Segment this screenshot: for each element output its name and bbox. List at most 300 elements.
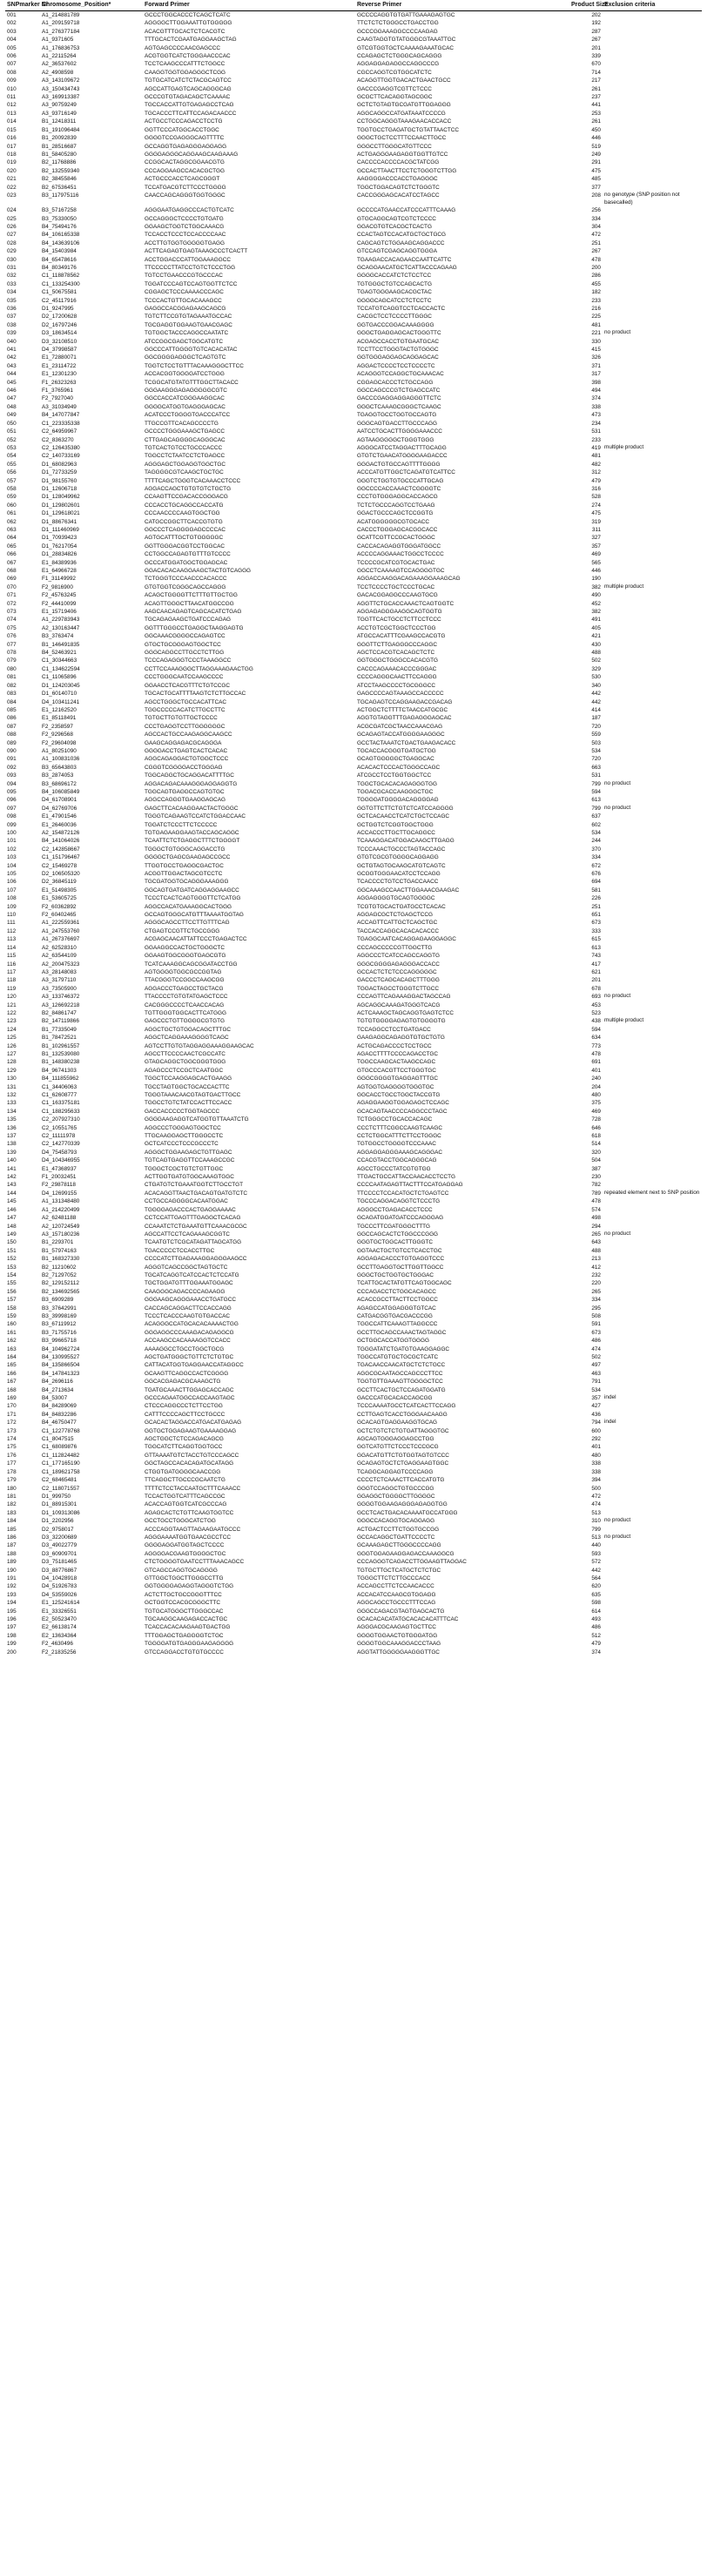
table-row	[5, 952, 702, 960]
cell-exclusion-criteria	[603, 591, 702, 599]
table-row	[5, 1288, 702, 1296]
cell-product-size: 519	[591, 143, 601, 150]
cell-exclusion-criteria	[603, 632, 702, 640]
cell-snp-nr: 110	[7, 912, 17, 919]
cell-chromosome-position: B4_84832286	[42, 1411, 77, 1418]
cell-product-size: 523	[591, 1009, 601, 1016]
cell-exclusion-criteria	[603, 11, 702, 20]
cell-exclusion-criteria	[603, 1108, 702, 1116]
cell-exclusion-criteria	[603, 28, 702, 36]
cell-chromosome-position: B2_67536451	[42, 184, 77, 191]
table-row	[5, 403, 702, 411]
cell-reverse-primer: GCTGGCACCATGGTGGGG	[357, 1338, 429, 1345]
cell-chromosome-position: D1_88676341	[42, 518, 77, 525]
cell-product-size: 398	[591, 379, 601, 386]
cell-product-size: 267	[591, 248, 601, 255]
cell-reverse-primer: TGGTGTTGAAAGTTGGGGCTCC	[357, 1379, 443, 1386]
table-row	[5, 1238, 702, 1246]
cell-exclusion-criteria: no product	[604, 1533, 631, 1540]
cell-forward-primer: CAAGGGCAGACCCCAGAAGG	[145, 1288, 226, 1295]
cell-snp-nr: 133	[7, 1100, 17, 1107]
cell-product-size: 574	[591, 1206, 601, 1213]
cell-reverse-primer: ACACCGCCTTACTTCCTGGCC	[357, 1297, 438, 1304]
cell-reverse-primer: AGGTTCTGCACCAAACTCAGTGGTC	[357, 600, 455, 607]
cell-snp-nr: 155	[7, 1280, 17, 1287]
table-row	[5, 1312, 702, 1320]
cell-product-size: 643	[591, 1239, 601, 1246]
cell-reverse-primer: GGGGTGGAACTGTGGGATGG	[357, 1632, 438, 1639]
cell-forward-primer: GGCCACCATCGGGAAGGCAC	[145, 395, 225, 402]
table-row	[5, 288, 702, 296]
cell-forward-primer: GGCCCTCAGGGGAGCCCCAC	[145, 526, 226, 533]
cell-snp-nr: 083	[7, 691, 17, 698]
table-row	[5, 1231, 702, 1238]
cell-exclusion-criteria	[603, 1370, 702, 1378]
cell-exclusion-criteria	[603, 36, 702, 44]
cell-product-size: 673	[591, 1329, 601, 1336]
cell-chromosome-position: D3_18634514	[42, 330, 77, 337]
cell-chromosome-position: B4_53007	[42, 1395, 68, 1402]
cell-exclusion-criteria	[603, 1575, 702, 1582]
cell-reverse-primer: CCCAGACCTCTGGCACAGCC	[357, 1288, 436, 1295]
cell-exclusion-criteria: multiple product	[604, 1017, 644, 1024]
cell-exclusion-criteria	[603, 321, 702, 329]
cell-exclusion-criteria	[603, 1099, 702, 1107]
cell-exclusion-criteria	[603, 151, 702, 158]
cell-chromosome-position: E1_125241614	[42, 1600, 80, 1607]
cell-reverse-primer: GGGGCAGCATCCTCTCCTC	[357, 297, 432, 304]
cell-snp-nr: 198	[7, 1632, 17, 1639]
cell-product-size: 615	[591, 936, 601, 943]
cell-exclusion-criteria	[603, 477, 702, 485]
table-row	[5, 362, 702, 370]
cell-reverse-primer: GGTGACCCGGACAAAGGGG	[357, 321, 434, 328]
cell-chromosome-position: A3_31797110	[42, 977, 77, 984]
table-row	[5, 1649, 702, 1656]
table-row	[5, 44, 702, 52]
cell-forward-primer: GGGGTCCGAGGGCAGTTTTC	[145, 135, 225, 142]
cell-chromosome-position: D3_75181465	[42, 1559, 77, 1566]
cell-reverse-primer: TGGTGCCTGAGATGCTGTATTAACTCC	[357, 126, 460, 133]
cell-snp-nr: 096	[7, 797, 17, 804]
cell-exclusion-criteria	[603, 837, 702, 845]
cell-forward-primer: AGGCTCAGGAAAGGGGTCAGC	[145, 1035, 229, 1042]
table-row	[5, 118, 702, 125]
cell-forward-primer: ACACAGGTTAACTGACAGTGATGTCTC	[145, 1190, 247, 1197]
cell-reverse-primer: TGAGTGGGAAGCACGCTAC	[357, 289, 432, 296]
cell-exclusion-criteria	[603, 665, 702, 673]
cell-product-size: 728	[591, 1116, 601, 1123]
cell-chromosome-position: B3_39998169	[42, 1312, 77, 1319]
table-row	[5, 126, 702, 134]
cell-exclusion-criteria	[603, 764, 702, 772]
cell-product-size: 261	[591, 118, 601, 125]
table-row	[5, 1149, 702, 1157]
cell-snp-nr: 172	[7, 1419, 17, 1426]
cell-snp-nr: 025	[7, 215, 17, 222]
table-row	[5, 829, 702, 837]
cell-exclusion-criteria	[603, 1271, 702, 1279]
cell-exclusion-criteria	[603, 77, 702, 84]
cell-snp-nr: 132	[7, 1092, 17, 1098]
cell-forward-primer: TCCATGACGTCTTCCCTGGGG	[145, 184, 226, 191]
cell-reverse-primer: GGCACCTGCCTGGCTACCGTG	[357, 1092, 441, 1098]
cell-snp-nr: 162	[7, 1338, 17, 1345]
cell-snp-nr: 156	[7, 1288, 17, 1295]
cell-chromosome-position: B1_28516687	[42, 143, 77, 150]
cell-snp-nr: 199	[7, 1641, 17, 1648]
cell-chromosome-position: D2_9758017	[42, 1526, 74, 1533]
cell-exclusion-criteria	[603, 559, 702, 567]
table-row	[5, 1124, 702, 1132]
cell-reverse-primer: AGGACCAAGGACAGAAAGGAAAGCAG	[357, 576, 461, 583]
cell-product-size: 504	[591, 1157, 601, 1164]
cell-snp-nr: 088	[7, 732, 17, 738]
cell-forward-primer: CTCTGGGGTGAATCCTTTAAACAGCC	[145, 1559, 245, 1566]
cell-reverse-primer: GCCTCACTGACACAAAATGCCATGGG	[357, 1509, 458, 1516]
cell-snp-nr: 043	[7, 362, 17, 369]
cell-snp-nr: 136	[7, 1124, 17, 1131]
cell-product-size: 799	[591, 780, 601, 787]
cell-forward-primer: GGGGAGGGCAGGAAGCAAGAAAG	[145, 151, 239, 158]
cell-product-size: 475	[591, 510, 601, 517]
cell-forward-primer: GGGCAGGCCTTGCCTCTTGG	[145, 650, 225, 657]
cell-forward-primer: TCCACTGGTCATTTCAGCCGC	[145, 1493, 226, 1500]
cell-exclusion-criteria	[603, 747, 702, 755]
cell-reverse-primer: ACACACTCCCACTGGGCCAGC	[357, 764, 441, 771]
cell-chromosome-position: B4_141064026	[42, 838, 80, 845]
cell-forward-primer: TGTCACTGTCCTGCCCACCC	[145, 444, 223, 451]
table-row	[5, 600, 702, 608]
cell-product-size: 230	[591, 1174, 601, 1181]
cell-reverse-primer: CCCCAGGGCAACTTCCAGGG	[357, 674, 437, 681]
cell-reverse-primer: TGCCCTTCGATGGGCTTTG	[357, 1223, 431, 1230]
cell-product-size: 528	[591, 494, 601, 501]
cell-forward-primer: TGCACCCTTCATTCCAGACAACCC	[145, 110, 237, 117]
cell-forward-primer: CAAGGTGGTGGAGGGCTCGG	[145, 69, 226, 76]
cell-reverse-primer: TCATTGCACTATGTTCAGTGGCAGC	[357, 1280, 452, 1287]
table-row	[5, 1541, 702, 1549]
cell-forward-primer: CTGATGTCTGAAATGGTCTTGCCTGT	[145, 1182, 244, 1189]
cell-chromosome-position: A3_133746372	[42, 994, 80, 1001]
table-row	[5, 223, 702, 231]
cell-exclusion-criteria	[603, 1337, 702, 1345]
cell-product-size: 691	[591, 1059, 601, 1066]
cell-chromosome-position: C1_62608777	[42, 1092, 77, 1098]
table-row	[5, 550, 702, 558]
cell-snp-nr: 181	[7, 1493, 17, 1500]
cell-chromosome-position: F2_9296568	[42, 732, 73, 738]
cell-reverse-primer: GCCACTCTCTCCCAGGGGGC	[357, 968, 437, 975]
cell-snp-nr: 148	[7, 1223, 17, 1230]
cell-snp-nr: 001	[7, 12, 17, 18]
cell-product-size: 478	[591, 1050, 601, 1057]
cell-chromosome-position: D4_10428918	[42, 1575, 77, 1581]
cell-snp-nr: 067	[7, 559, 17, 566]
cell-forward-primer: ACAGTTGGGCTTAACATGGCCGG	[145, 600, 234, 607]
cell-snp-nr: 197	[7, 1624, 17, 1631]
cell-reverse-primer: TTCCCCTCCACATGCTCTGAGTCC	[357, 1190, 449, 1197]
cell-snp-nr: 080	[7, 665, 17, 672]
cell-chromosome-position: A3_90759249	[42, 102, 77, 109]
cell-exclusion-criteria	[603, 44, 702, 52]
cell-forward-primer: ACTGCCCACCTCAGCGGGT	[145, 176, 220, 183]
cell-product-size: 267	[591, 37, 601, 44]
cell-forward-primer: TGGGCTCGCTGTCTGTTGGC	[145, 1165, 224, 1172]
cell-reverse-primer: TGGCCAAGCACTAAGCCAGC	[357, 1059, 436, 1066]
cell-forward-primer: GGGGACCTGAGTCACTCACAC	[145, 747, 228, 754]
table-row	[5, 452, 702, 460]
cell-forward-primer: GGCGGGGAGGGCTCAGTGTC	[145, 354, 226, 361]
cell-chromosome-position: A1_22115264	[42, 53, 77, 60]
cell-exclusion-criteria	[603, 1567, 702, 1575]
cell-reverse-primer: GCAGGAACATGCTCATTACCCAGAAG	[357, 264, 457, 271]
table-row	[5, 469, 702, 476]
cell-snp-nr: 116	[7, 961, 17, 968]
cell-chromosome-position: B3_6909289	[42, 1297, 74, 1304]
cell-exclusion-criteria	[603, 723, 702, 731]
cell-product-size: 292	[591, 1436, 601, 1443]
table-row	[5, 151, 702, 158]
cell-reverse-primer: GCCTTGCAGCCAAACTAGTAGGC	[357, 1329, 447, 1336]
cell-forward-primer: ATCCGGCGAGCTGGCATGTC	[145, 338, 223, 345]
cell-reverse-primer: GGTGGGCTGGGCCACACGTG	[357, 657, 439, 664]
cell-exclusion-criteria	[603, 1468, 702, 1476]
cell-product-size: 497	[591, 1362, 601, 1369]
cell-exclusion-criteria	[603, 1140, 702, 1148]
cell-product-size: 613	[591, 944, 601, 951]
cell-exclusion-criteria	[603, 1509, 702, 1517]
cell-reverse-primer: AGTAAGGGGGCTGGGTGGG	[357, 436, 434, 443]
cell-product-size: 249	[591, 151, 601, 158]
cell-reverse-primer: AGGCAGCCTGCCCTTTCCAG	[357, 1600, 436, 1607]
cell-reverse-primer: GGAGGCTGGGGCTTGGGGC	[357, 1493, 435, 1500]
cell-product-size: 377	[591, 184, 601, 191]
cell-exclusion-criteria	[603, 143, 702, 151]
cell-chromosome-position: F2_60362892	[42, 903, 77, 910]
cell-forward-primer: TGTCAGTGAGGTTCCAAAGCCGC	[145, 1157, 235, 1164]
cell-snp-nr: 016	[7, 135, 17, 142]
cell-product-size: 339	[591, 53, 601, 60]
cell-reverse-primer: CATGACGGTGACGACCCGG	[357, 1312, 433, 1319]
cell-forward-primer: ACGGTTGGACTAGCGTCCTC	[145, 871, 223, 878]
cell-product-size: 311	[591, 526, 601, 533]
cell-exclusion-criteria	[603, 134, 702, 142]
cell-product-size: 240	[591, 1076, 601, 1082]
cell-reverse-primer: GCAGTGGGGGCTGAGGCAC	[357, 756, 434, 763]
cell-snp-nr: 127	[7, 1050, 17, 1057]
cell-reverse-primer: ATCGCCTCCTGGTGGCTCC	[357, 772, 432, 779]
cell-chromosome-position: E1_85118491	[42, 715, 77, 722]
cell-snp-nr: 183	[7, 1509, 17, 1516]
cell-chromosome-position: D4_51926783	[42, 1583, 77, 1590]
cell-exclusion-criteria	[603, 1386, 702, 1394]
cell-exclusion-criteria	[603, 1083, 702, 1091]
table-row	[5, 1197, 702, 1205]
table-row	[5, 813, 702, 820]
cell-product-size: 531	[591, 772, 601, 779]
cell-snp-nr: 028	[7, 239, 17, 246]
cell-reverse-primer: TGGACTAGCCTGGGTCTTGCC	[357, 985, 439, 992]
cell-chromosome-position: D4_12699155	[42, 1190, 77, 1197]
cell-product-size: 565	[591, 559, 601, 566]
cell-forward-primer: TGCCACCATTGTGAGAGCCTCAG	[145, 102, 234, 109]
table-row	[5, 591, 702, 599]
cell-reverse-primer: CAGCAGTCTGGAAGCAGGACCC	[357, 239, 445, 246]
cell-chromosome-position: D2_16797246	[42, 321, 77, 328]
cell-product-size: 473	[591, 412, 601, 419]
cell-exclusion-criteria	[603, 1476, 702, 1484]
cell-chromosome-position: A1_222559361	[42, 920, 80, 927]
table-row	[5, 1337, 702, 1345]
cell-exclusion-criteria	[603, 1197, 702, 1205]
cell-reverse-primer: CGGAGCACCCTCTGCCAGG	[357, 379, 434, 386]
cell-forward-primer: TCCCTCACCCAAGTGTGACCAC	[145, 1312, 230, 1319]
cell-chromosome-position: A2_62481188	[42, 1215, 77, 1222]
cell-snp-nr: 118	[7, 977, 17, 984]
cell-snp-nr: 131	[7, 1083, 17, 1090]
cell-forward-primer: GAAGCAGGAGACGCAGGGA	[145, 739, 222, 746]
cell-snp-nr: 098	[7, 813, 17, 820]
cell-product-size: 253	[591, 110, 601, 117]
table-row	[5, 1009, 702, 1017]
cell-reverse-primer: GCACAGTAACCCCAGGCCCTAGC	[357, 1108, 448, 1115]
cell-reverse-primer: GGGTCCAGGCTGTGCCCGG	[357, 1485, 434, 1492]
cell-reverse-primer: GGGGTGGAAGAGGGAGAGGTGG	[357, 1501, 448, 1508]
cell-chromosome-position: B2_11768886	[42, 159, 77, 166]
cell-chromosome-position: F1_20032451	[42, 1174, 77, 1181]
cell-forward-primer: GGGGCTGAGCGAAGAGCCGCC	[145, 854, 231, 861]
cell-reverse-primer: GGTCATGTTCTCCCTCCCGCG	[357, 1444, 439, 1451]
cell-exclusion-criteria: no product	[604, 804, 631, 811]
cell-product-size: 486	[591, 1624, 601, 1631]
cell-exclusion-criteria	[603, 739, 702, 747]
cell-chromosome-position: D1_72733259	[42, 469, 77, 476]
cell-chromosome-position: B4_130995527	[42, 1354, 80, 1360]
cell-forward-primer: AGGGTCAGCCGGCTAGTGCTC	[145, 1264, 228, 1271]
cell-forward-primer: CATTTCCCCAGCTTCCTGCCC	[145, 1411, 226, 1418]
table-row	[5, 772, 702, 779]
table-row	[5, 52, 702, 60]
cell-reverse-primer: GTGTCGCGTGGGGCAGGAGG	[357, 854, 439, 861]
cell-forward-primer: CGGAGCTCCCAAAACCCAGC	[145, 289, 224, 296]
cell-exclusion-criteria	[603, 1247, 702, 1255]
cell-chromosome-position: C1_188295633	[42, 1108, 80, 1115]
cell-reverse-primer: GGGTGCTGGCACTTGGGTC	[357, 1239, 433, 1246]
cell-chromosome-position: E1_33326551	[42, 1608, 77, 1615]
cell-exclusion-criteria	[603, 1526, 702, 1534]
cell-chromosome-position: B3_65643803	[42, 764, 77, 771]
cell-product-size: 225	[591, 314, 601, 320]
cell-snp-nr: 112	[7, 927, 17, 934]
cell-snp-nr: 152	[7, 1256, 17, 1263]
cell-snp-nr: 100	[7, 830, 17, 836]
cell-snp-nr: 115	[7, 953, 17, 960]
cell-chromosome-position: D4_62769706	[42, 805, 77, 812]
cell-reverse-primer: TCTCTGCCCAGGTCCTGAAG	[357, 502, 435, 509]
header-chromosome-position: Chromosome_Position*	[40, 0, 143, 11]
cell-forward-primer: ACGTGGTCATCTGGGAACCCAC	[145, 53, 231, 60]
cell-reverse-primer: ACGCGATCGCTAACCAAACGAG	[357, 723, 443, 730]
table-row	[5, 1058, 702, 1066]
table-row	[5, 1485, 702, 1493]
cell-product-size: 512	[591, 1632, 601, 1639]
cell-forward-primer: GGCAAACGGGGCCAGAGTCC	[145, 633, 226, 640]
table-row	[5, 649, 702, 657]
cell-forward-primer: TGATGCAAACTTGGAGCACCAGC	[145, 1386, 234, 1393]
cell-reverse-primer: GGTGTTCTTCTGTCTCATCCAGGGG	[357, 805, 454, 812]
cell-chromosome-position: E2_50523470	[42, 1616, 77, 1622]
cell-product-size: 498	[591, 1215, 601, 1222]
cell-product-size: 382	[591, 609, 601, 616]
cell-forward-primer: CTCCCAGGCCCTCTTCCTGG	[145, 1403, 223, 1410]
cell-product-size: 414	[591, 706, 601, 713]
cell-reverse-primer: GGCCAGCACTCTGGCCCGGG	[357, 1231, 439, 1237]
cell-reverse-primer: TGAGGCAATCACAGGAGAAGGAGGC	[357, 936, 456, 943]
cell-snp-nr: 024	[7, 207, 17, 214]
cell-forward-primer: TCGGCATGTATGTTTGGCTTACACC	[145, 379, 239, 386]
table-row	[5, 788, 702, 796]
cell-product-size: 357	[591, 543, 601, 550]
cell-exclusion-criteria	[603, 493, 702, 501]
cell-exclusion-criteria	[603, 1615, 702, 1623]
cell-chromosome-position: C1_151796467	[42, 854, 80, 861]
cell-forward-primer: TTGCCGTTCACAGCCCCTG	[145, 420, 219, 427]
cell-chromosome-position: B3_37642991	[42, 1305, 77, 1312]
cell-forward-primer: GTGTGGTCGGGCAGCCAGGG	[145, 583, 226, 590]
cell-exclusion-criteria	[603, 968, 702, 976]
cell-chromosome-position: B4_147077847	[42, 412, 80, 419]
cell-reverse-primer: GCAGAGTACCATGGGGAAGGGC	[357, 732, 445, 738]
cell-chromosome-position: D1_70939423	[42, 535, 77, 542]
table-row	[5, 853, 702, 861]
cell-product-size: 531	[591, 428, 601, 435]
cell-forward-primer: TGTTGGGTGGCACTTCATGGG	[145, 1009, 226, 1016]
cell-product-size: 316	[591, 485, 601, 492]
cell-reverse-primer: ACGAGCCACCTGTGAATGCAC	[357, 338, 439, 345]
cell-reverse-primer: GCGGTGGGAACATCCTCCAGG	[357, 871, 441, 878]
cell-product-size: 480	[591, 1092, 601, 1098]
cell-snp-nr: 023	[7, 192, 17, 199]
cell-chromosome-position: D3_32200689	[42, 1534, 77, 1541]
cell-exclusion-criteria	[603, 543, 702, 550]
cell-snp-nr: 065	[7, 543, 17, 550]
cell-exclusion-criteria	[603, 379, 702, 387]
cell-chromosome-position: F1_31149992	[42, 576, 76, 583]
cell-snp-nr: 139	[7, 1149, 17, 1156]
cell-chromosome-position: E1_12301230	[42, 371, 77, 378]
cell-chromosome-position: C2_118071557	[42, 1485, 80, 1492]
cell-chromosome-position: D3_32108510	[42, 338, 77, 345]
cell-product-size: 334	[591, 215, 601, 222]
cell-chromosome-position: B1_191096484	[42, 126, 80, 133]
cell-reverse-primer: TCCTCCCCTGCTCCCTGCAC	[357, 583, 435, 590]
cell-chromosome-position: A1_229783943	[42, 617, 80, 624]
cell-product-size: 720	[591, 756, 601, 763]
cell-exclusion-criteria	[603, 755, 702, 763]
cell-forward-primer: AGCCATTCCTCAGAAAGCGGTC	[145, 1231, 230, 1237]
cell-chromosome-position: A1_209159718	[42, 20, 80, 27]
cell-snp-nr: 200	[7, 1649, 17, 1656]
cell-forward-primer: TGCGAGGTGGAAGTGAACGAGC	[145, 321, 232, 328]
cell-forward-primer: GTTAAAATGTCTACCTGTCCCAGCC	[145, 1452, 239, 1459]
cell-product-size: 187	[591, 715, 601, 722]
cell-chromosome-position: B2_129152112	[42, 1280, 79, 1287]
cell-product-size: 217	[591, 78, 601, 84]
table-row	[5, 1247, 702, 1255]
cell-chromosome-position: A3_28148083	[42, 968, 77, 975]
cell-product-size: 232	[591, 1271, 601, 1278]
